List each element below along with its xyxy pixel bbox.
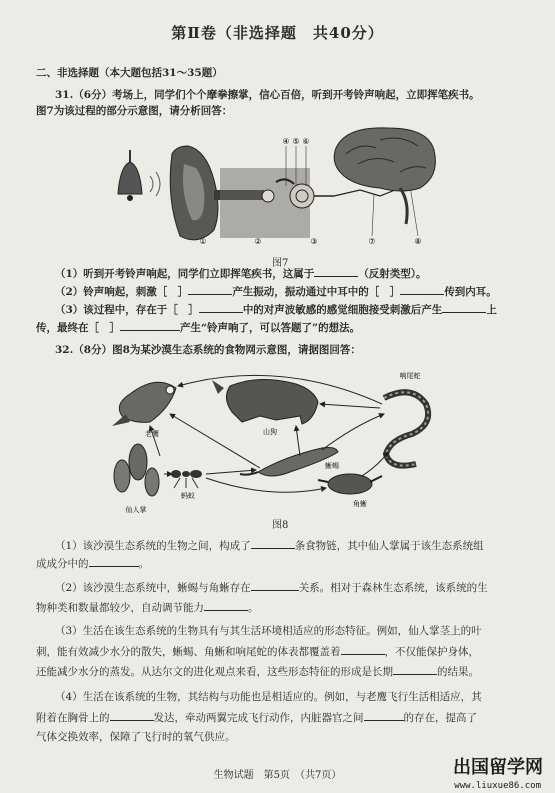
callout-1: ① — [199, 237, 207, 246]
answer-blank — [204, 600, 248, 611]
callout-5: ⑤ — [292, 137, 300, 146]
answer-blank — [188, 284, 232, 295]
q32-sub4-line2: 附着在胸骨上的 发达，牵动两翼完成飞行动作，内脏器官之间 的存在，提高了 — [36, 712, 477, 724]
label-coyote: 山狗 — [263, 428, 277, 436]
label-rattlesnake: 响尾蛇 — [399, 372, 421, 380]
q32-sub4-line1: （4）生活在该系统的生物，其结构与功能也是相适应的。例如，与老鹰飞行生活相适应，其 — [55, 691, 482, 703]
q32-line1: 32.（8分）图8为某沙漠生态系统的食物网示意图，请据图回答： — [55, 344, 361, 356]
q31-sub3-line2: 传，最终在［ ］ 产生“铃声响了，可以答题了”的想法。 — [36, 322, 361, 334]
answer-blank — [364, 710, 404, 721]
callout-8: ⑧ — [414, 237, 422, 246]
answer-blank — [251, 538, 295, 549]
answer-blank — [400, 284, 444, 295]
q31-sub3-line1: （3）该过程中，存在于［ ］ 中的对声波敏感的感觉细胞接受刺激后产生 上 — [55, 304, 497, 316]
coyote-illustration — [212, 379, 318, 424]
q32-sub2-line1: （2）该沙漠生态系统中，蜥蜴与角蜥存在 关系。相对于森林生态系统，该系统的生 — [55, 582, 488, 594]
q31-sub2: （2）铃声响起，刺激［ ］ 产生振动，振动通过中耳中的［ ］ 传到内耳。 — [55, 286, 497, 298]
answer-blank — [314, 266, 358, 277]
figure-7-caption: 图7 — [272, 258, 289, 269]
brain-illustration — [334, 128, 435, 224]
answer-blank — [199, 302, 243, 313]
lizard-illustration — [240, 448, 338, 477]
label-cactus: 仙人掌 — [125, 506, 147, 514]
q31-line1: 31.（6分）考场上，同学们个个摩拳擦掌，信心百倍，听到开考铃声响起，立即挥笔疾书。 — [55, 89, 480, 101]
figure-8-caption: 图8 — [272, 520, 289, 531]
rattlesnake-illustration — [384, 392, 428, 465]
cactus-illustration — [114, 444, 159, 496]
label-lizard: 蜥蜴 — [325, 462, 339, 470]
q31-sub1: （1）听到开考铃声响起，同学们立即挥笔疾书，这属于 （反射类型）。 — [55, 268, 427, 280]
callout-6: ⑥ — [302, 137, 310, 146]
section-header: 二、非选择题（本大题包括31～35题） — [36, 67, 223, 79]
answer-blank — [341, 644, 385, 655]
eagle-illustration — [112, 382, 176, 426]
ear-illustration — [170, 146, 334, 240]
answer-blank — [442, 302, 486, 313]
figure-7-ear-brain — [110, 124, 460, 254]
callout-7: ⑦ — [368, 237, 376, 246]
answer-blank — [393, 664, 437, 675]
q31-line2: 图7为该过程的部分示意图，请分析回答： — [36, 105, 233, 117]
watermark-logo: 出国留学网 — [453, 757, 543, 778]
callout-2: ② — [254, 237, 262, 246]
figure-8-food-web — [100, 364, 470, 514]
watermark-url: www.liuxue86.com — [454, 781, 541, 791]
answer-blank — [120, 320, 180, 331]
q32-sub1-line2: 成成分中的 。 — [36, 558, 149, 570]
ant-illustration — [171, 470, 202, 488]
q32-sub2-line2: 物种类和数量都较少，自动调节能力 。 — [36, 602, 259, 614]
q32-sub3-line2: 刺，能有效减少水分的散失，蜥蜴、角蜥和响尾蛇的体表都覆盖着 ，不仅能保护身体， — [36, 646, 479, 658]
page-title: 第Ⅱ卷（非选择题 共40分） — [171, 24, 384, 42]
bell-icon — [118, 150, 142, 201]
callout-4: ④ — [282, 137, 290, 146]
answer-blank — [251, 580, 299, 591]
label-horned-lizard: 角蜥 — [353, 500, 367, 508]
q32-sub3-line1: （3）生活在该生态系统的生物具有与其生活环境相适应的形态特征。例如，仙人掌茎上的叶 — [55, 625, 482, 637]
label-ant: 蚂蚁 — [181, 492, 195, 500]
label-eagle: 老鹰 — [145, 430, 159, 438]
answer-blank — [110, 710, 154, 721]
horned-lizard-illustration — [318, 474, 382, 494]
page-footer: 生物试题 第5页 （共7页） — [213, 770, 342, 781]
callout-3: ③ — [310, 237, 318, 246]
q32-sub4-line3: 气体交换效率，保障了飞行时的氧气供应。 — [36, 731, 236, 743]
q32-sub3-line3: 还能减少水分的蒸发。从达尔文的进化观点来看，这些形态特征的形成是长期 的结果。 — [36, 666, 479, 678]
answer-blank — [89, 556, 139, 567]
q32-sub1-line1: （1）该沙漠生态系统的生物之间，构成了 条食物链，其中仙人掌属于该生态系统组 — [55, 540, 484, 552]
